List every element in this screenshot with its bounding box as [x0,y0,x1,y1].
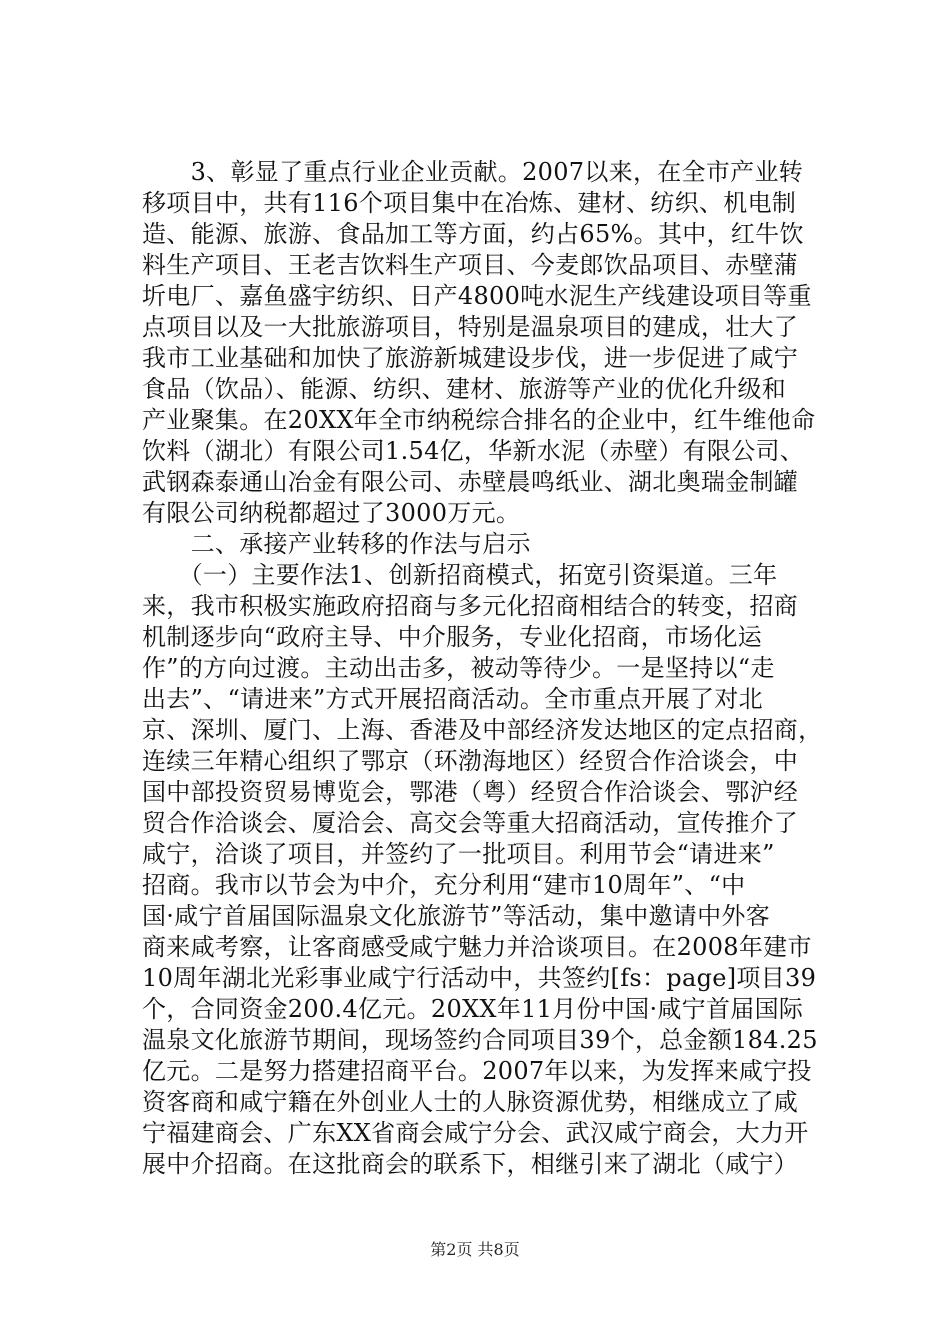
text-line: 产业聚集。在20XX年全市纳税综合排名的企业中，红牛维他命 [142,406,816,434]
text-line: 食品（饮品）、能源、纺织、建材、旅游等产业的优化升级和 [142,375,787,403]
text-line: 作”的方向过渡。主动出击多，被动等待少。一是坚持以“走 [142,654,775,682]
text-line: 出去”、“请进来”方式开展招商活动。全市重点开展了对北 [142,685,763,713]
text-line: 造、能源、旅游、食品加工等方面，约占65%。其中，红牛饮 [142,220,804,248]
text-line: （一）主要作法1、创新招商模式，拓宽引资渠道。三年 [142,561,778,589]
text-line: 10周年湖北光彩事业咸宁行活动中，共签约[fs：page]项目39 [142,964,817,992]
text-line: 有限公司纳税都超过了3000万元。 [142,499,521,527]
text-line: 点项目以及一大批旅游项目，特别是温泉项目的建成，壮大了 [142,313,799,341]
text-line: 招商。我市以节会为中介，充分利用“建市10周年”、“中 [142,871,746,899]
text-line: 京、深圳、厦门、上海、香港及中部经济发达地区的定点招商， [142,716,823,744]
text-line: 个，合同资金200.4亿元。20XX年11月份中国·咸宁首届国际 [142,995,804,1023]
text-line: 亿元。二是努力搭建招商平台。2007年以来，为发挥来咸宁投 [142,1057,812,1085]
text-line: 咸宁，洽谈了项目，并签约了一批项目。利用节会“请进来” [142,840,775,868]
text-line: 商来咸考察，让客商感受咸宁魅力并洽谈项目。在2008年建市 [142,933,812,961]
text-line: 圻电厂、嘉鱼盛宇纺织、日产4800吨水泥生产线建设项目等重 [142,282,812,310]
text-line: 宁福建商会、广东XX省商会咸宁分会、武汉咸宁商会，大力开 [142,1119,809,1147]
text-line: 3、彰显了重点行业企业贡献。2007以来，在全市产业转 [142,158,804,186]
text-line: 来，我市积极实施政府招商与多元化招商相结合的转变，招商 [142,592,799,620]
text-line: 展中介招商。在这批商会的联系下，相继引来了湖北（咸宁） [142,1150,799,1178]
text-line: 贸合作洽谈会、厦洽会、高交会等重大招商活动，宣传推介了 [142,809,799,837]
text-line: 移项目中，共有116个项目集中在冶炼、建材、纺织、机电制 [142,189,797,217]
text-line: 二、承接产业转移的作法与启示 [142,530,531,558]
text-line: 温泉文化旅游节期间，现场签约合同项目39个，总金额184.25 [142,1026,818,1054]
text-line: 饮料（湖北）有限公司1.54亿，华新水泥（赤壁）有限公司、 [142,437,805,465]
text-line: 连续三年精心组织了鄂京（环渤海地区）经贸合作洽谈会，中 [142,747,799,775]
text-line: 料生产项目、王老吉饮料生产项目、今麦郎饮品项目、赤壁蒲 [142,251,799,279]
text-line: 我市工业基础和加快了旅游新城建设步伐，进一步促进了咸宁 [142,344,799,372]
text-line: 机制逐步向“政府主导、中介服务，专业化招商，市场化运 [142,623,763,651]
text-line: 武钢森泰通山冶金有限公司、赤壁晨鸣纸业、湖北奥瑞金制罐 [142,468,799,496]
text-line: 国中部投资贸易博览会，鄂港（粤）经贸合作洽谈会、鄂沪经 [142,778,799,806]
document-body [142,157,862,1180]
text-line: 国·咸宁首届国际温泉文化旅游节”等活动，集中邀请中外客 [142,902,770,930]
page-footer: 第2页 共8页 [430,1240,520,1259]
text-line: 资客商和咸宁籍在外创业人士的人脉资源优势，相继成立了咸 [142,1088,799,1116]
